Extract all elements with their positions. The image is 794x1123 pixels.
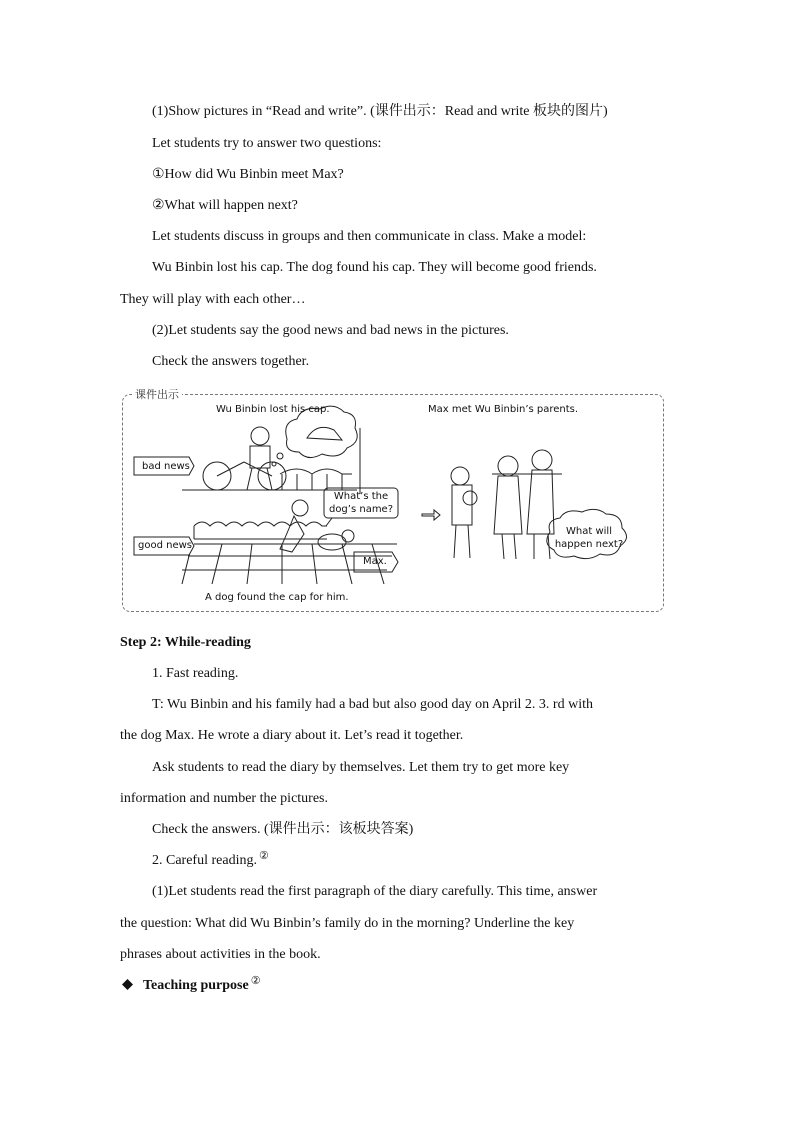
ask-line-1: Ask students to read the diary by themselves. Let them try to get more key xyxy=(152,760,570,775)
diamond-bullet-icon xyxy=(122,979,133,990)
figure-left-title: Wu Binbin lost his cap. xyxy=(216,404,330,415)
model-line-1: Wu Binbin lost his cap. The dog found his cap. They will become good friends. xyxy=(152,260,597,275)
teaching-purpose-mark: ② xyxy=(250,975,261,987)
thought-bubble-cap xyxy=(272,406,357,466)
bubble-dog-name-text: What’s the dog’s name? xyxy=(328,491,394,515)
figure-left-bottom-caption: A dog found the cap for him. xyxy=(205,592,349,603)
para-check-answers: Check the answers together. xyxy=(152,354,310,369)
courseware-tag: 课件出示 xyxy=(132,386,182,402)
teacher-line-1: T: Wu Binbin and his family had a bad but also good day on April 2. 3. rd with xyxy=(152,697,593,712)
figure-right-title: Max met Wu Binbin’s parents. xyxy=(428,404,579,415)
careful-reading xyxy=(152,851,269,871)
arrow-icon xyxy=(422,510,440,520)
question-2: ②What will happen next? xyxy=(152,198,298,213)
fast-reading: 1. Fast reading. xyxy=(152,666,239,681)
good-news-label: good news xyxy=(138,540,192,551)
para-good-bad-news: (2)Let students say the good news and bad news in the pictures. xyxy=(152,323,509,338)
para-discuss: Let students discuss in groups and then communicate in class. Make a model: xyxy=(152,229,587,244)
careful-reading-mark: ② xyxy=(258,850,269,862)
bubble-next-text: What will happen next? xyxy=(554,526,624,550)
teaching-purpose-text: Teaching purpose xyxy=(143,978,249,993)
para-two-questions: Let students try to answer two questions: xyxy=(152,136,382,151)
ask-line-2: information and number the pictures. xyxy=(120,791,328,806)
family-drawing xyxy=(451,450,562,559)
step2-heading: Step 2: While-reading xyxy=(120,635,251,650)
paragraph-1-line-1: (1)Let students read the first paragraph of the diary carefully. This time, answer xyxy=(152,884,598,899)
bubble-max-text: Max. xyxy=(363,556,387,567)
paragraph-1-line-3: phrases about activities in the book. xyxy=(120,947,321,962)
boy-on-bike-drawing xyxy=(182,427,357,490)
para-show-pictures: (1)Show pictures in “Read and write”. (课件出示：Read and write 板块的图片) xyxy=(152,104,608,119)
teacher-line-2: the dog Max. He wrote a diary about it. Let’s read it together. xyxy=(120,728,464,743)
model-line-2: They will play with each other… xyxy=(120,292,306,307)
question-1: ①How did Wu Binbin meet Max? xyxy=(152,167,344,182)
teaching-purpose-heading xyxy=(122,976,261,996)
bad-news-label: bad news xyxy=(142,461,190,472)
check-answers-line: Check the answers. (课件出示：该板块答案) xyxy=(152,822,414,837)
careful-reading-text: 2. Careful reading. xyxy=(152,853,257,868)
paragraph-1-line-2: the question: What did Wu Binbin’s family do in the morning? Underline the key xyxy=(120,916,575,931)
